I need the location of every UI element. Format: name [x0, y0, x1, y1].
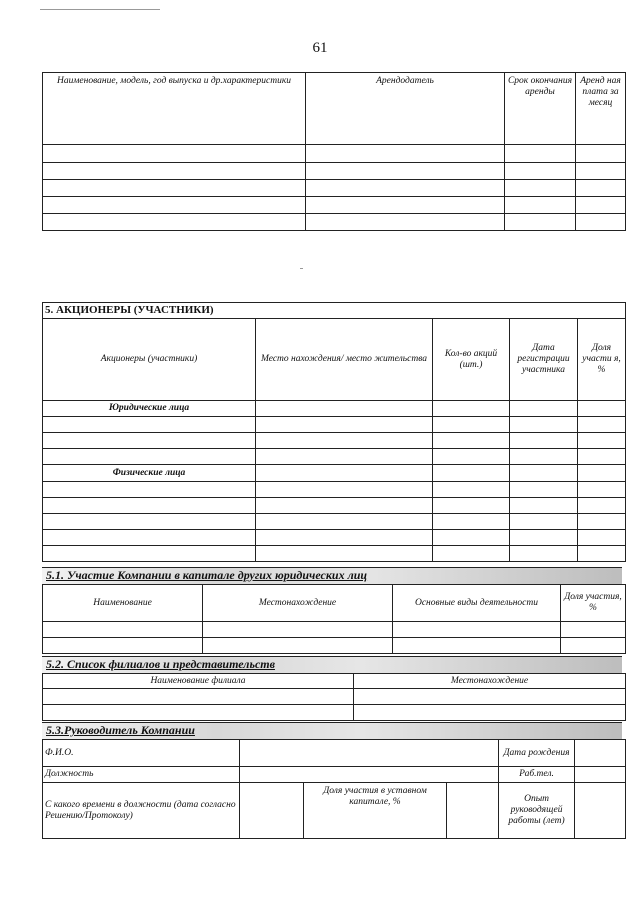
shareholder-cell[interactable]: [433, 401, 510, 417]
rent-cell[interactable]: [43, 145, 306, 163]
shareholder-cell[interactable]: [256, 530, 433, 546]
rent-table: [42, 72, 626, 231]
shareholder-cell[interactable]: [433, 417, 510, 433]
shareholder-cell[interactable]: [256, 465, 433, 482]
rent-cell[interactable]: [576, 145, 626, 163]
position-field[interactable]: [240, 767, 499, 783]
individuals-label: Физические лица: [43, 465, 256, 482]
phone-label: Раб.тел.: [499, 767, 575, 783]
shareholder-cell[interactable]: [578, 417, 626, 433]
shareholder-cell[interactable]: [510, 482, 578, 498]
shareholder-cell[interactable]: [578, 546, 626, 562]
experience-label: Опыт руководящей работы (лет): [499, 783, 575, 839]
birth-date-field[interactable]: [575, 740, 626, 767]
shareholder-cell[interactable]: [578, 530, 626, 546]
shareholder-cell[interactable]: [578, 433, 626, 449]
shareholder-cell[interactable]: [578, 401, 626, 417]
section52-title: 5.2. Список филиалов и представительств: [46, 657, 275, 671]
rent-cell[interactable]: [43, 180, 306, 197]
shareholder-cell[interactable]: [510, 417, 578, 433]
participation-header-activities: Основные виды деятельности: [393, 585, 561, 622]
participation-table: [42, 584, 626, 654]
shareholder-cell[interactable]: [433, 530, 510, 546]
shareholder-cell[interactable]: [433, 498, 510, 514]
fio-field[interactable]: [240, 740, 499, 767]
rent-cell[interactable]: [306, 214, 505, 231]
shareholder-cell[interactable]: [43, 417, 256, 433]
branches-table: [42, 673, 626, 721]
rent-cell[interactable]: [306, 197, 505, 214]
participation-cell[interactable]: [203, 638, 393, 654]
shareholder-cell[interactable]: [433, 546, 510, 562]
shareholder-cell[interactable]: [433, 465, 510, 482]
shareholder-cell[interactable]: [510, 498, 578, 514]
rent-header-payment: Аренд ная плата за месяц: [576, 73, 626, 145]
rent-header-lessor: Арендодатель: [306, 73, 505, 145]
shareholder-cell[interactable]: [510, 401, 578, 417]
experience-field[interactable]: [575, 783, 626, 839]
rent-cell[interactable]: [576, 197, 626, 214]
since-field[interactable]: [240, 783, 304, 839]
shareholders-header-share-pct: Доля участи я, %: [578, 319, 626, 401]
rent-cell[interactable]: [43, 197, 306, 214]
rent-cell[interactable]: [505, 180, 576, 197]
rent-cell[interactable]: [576, 214, 626, 231]
shareholder-cell[interactable]: [256, 498, 433, 514]
shareholder-cell[interactable]: [43, 449, 256, 465]
shareholder-cell[interactable]: [578, 449, 626, 465]
birth-date-label: Дата рождения: [499, 740, 575, 767]
rent-cell[interactable]: [505, 163, 576, 180]
scan-noise: [40, 9, 160, 10]
rent-cell[interactable]: [505, 197, 576, 214]
shareholder-cell[interactable]: [43, 498, 256, 514]
participation-cell[interactable]: [43, 638, 203, 654]
participation-cell[interactable]: [561, 622, 626, 638]
scan-noise: [300, 268, 303, 269]
section5-title: 5. АКЦИОНЕРЫ (УЧАСТНИКИ): [45, 303, 214, 316]
shareholder-cell[interactable]: [433, 514, 510, 530]
section53-title: 5.3.Руководитель Компании: [46, 723, 195, 737]
rent-header-name: Наименование, модель, год выпуска и др.характеристики: [43, 73, 306, 145]
participation-cell[interactable]: [393, 622, 561, 638]
shareholder-cell[interactable]: [578, 482, 626, 498]
rent-cell[interactable]: [306, 145, 505, 163]
shareholder-cell[interactable]: [43, 482, 256, 498]
legal-entities-label: Юридические лица: [43, 401, 256, 417]
shareholder-cell[interactable]: [256, 546, 433, 562]
shareholders-header-location: Место нахождения/ место жительства: [256, 319, 433, 401]
fio-label: Ф.И.О.: [43, 740, 240, 767]
rent-cell[interactable]: [306, 163, 505, 180]
shareholder-cell[interactable]: [510, 514, 578, 530]
shareholder-cell[interactable]: [510, 465, 578, 482]
shareholder-cell[interactable]: [433, 449, 510, 465]
shareholder-cell[interactable]: [433, 433, 510, 449]
page-number: 61: [312, 40, 328, 56]
participation-header-location: Местонахождение: [203, 585, 393, 622]
branch-cell[interactable]: [354, 689, 626, 705]
participation-header-share: Доля участия, %: [561, 585, 626, 622]
rent-cell[interactable]: [43, 214, 306, 231]
shareholder-cell[interactable]: [256, 514, 433, 530]
shareholder-cell[interactable]: [43, 530, 256, 546]
shareholder-cell[interactable]: [510, 433, 578, 449]
shareholder-cell[interactable]: [256, 482, 433, 498]
shareholder-cell[interactable]: [43, 546, 256, 562]
share-field[interactable]: [447, 783, 499, 839]
branches-header-name: Наименование филиала: [43, 674, 354, 689]
shareholder-cell[interactable]: [510, 530, 578, 546]
rent-cell[interactable]: [505, 145, 576, 163]
shareholders-header-reg-date: Дата регистрации участника: [510, 319, 578, 401]
since-label: С какого времени в должности (дата согласно Решению/Протоколу): [43, 783, 240, 839]
shareholders-header-name: Акционеры (участники): [43, 319, 256, 401]
shareholder-cell[interactable]: [433, 482, 510, 498]
participation-cell[interactable]: [393, 638, 561, 654]
branches-header-location: Местонахождение: [354, 674, 626, 689]
rent-cell[interactable]: [576, 163, 626, 180]
shareholder-cell[interactable]: [510, 546, 578, 562]
rent-header-term: Срок окончания аренды: [505, 73, 576, 145]
phone-field[interactable]: [575, 767, 626, 783]
position-label: Должность: [43, 767, 240, 783]
share-label: Доля участия в уставном капитале, %: [304, 783, 447, 839]
rent-cell[interactable]: [505, 214, 576, 231]
rent-cell[interactable]: [43, 163, 306, 180]
participation-header-name: Наименование: [43, 585, 203, 622]
section51-title: 5.1. Участие Компании в капитале других юридических лиц: [46, 568, 368, 582]
participation-cell[interactable]: [561, 638, 626, 654]
participation-cell[interactable]: [43, 622, 203, 638]
shareholder-cell[interactable]: [256, 401, 433, 417]
shareholders-header-shares: Кол-во акций (шт.): [433, 319, 510, 401]
branch-cell[interactable]: [354, 705, 626, 721]
shareholder-cell[interactable]: [578, 465, 626, 482]
shareholder-cell[interactable]: [43, 514, 256, 530]
rent-cell[interactable]: [576, 180, 626, 197]
shareholder-cell[interactable]: [256, 417, 433, 433]
participation-cell[interactable]: [203, 622, 393, 638]
shareholder-cell[interactable]: [256, 433, 433, 449]
shareholder-cell[interactable]: [578, 514, 626, 530]
shareholder-cell[interactable]: [43, 433, 256, 449]
rent-cell[interactable]: [306, 180, 505, 197]
branch-cell[interactable]: [43, 689, 354, 705]
shareholder-cell[interactable]: [256, 449, 433, 465]
shareholder-cell[interactable]: [578, 498, 626, 514]
shareholders-table: [42, 302, 626, 562]
branch-cell[interactable]: [43, 705, 354, 721]
head-table: [42, 739, 626, 839]
shareholder-cell[interactable]: [510, 449, 578, 465]
